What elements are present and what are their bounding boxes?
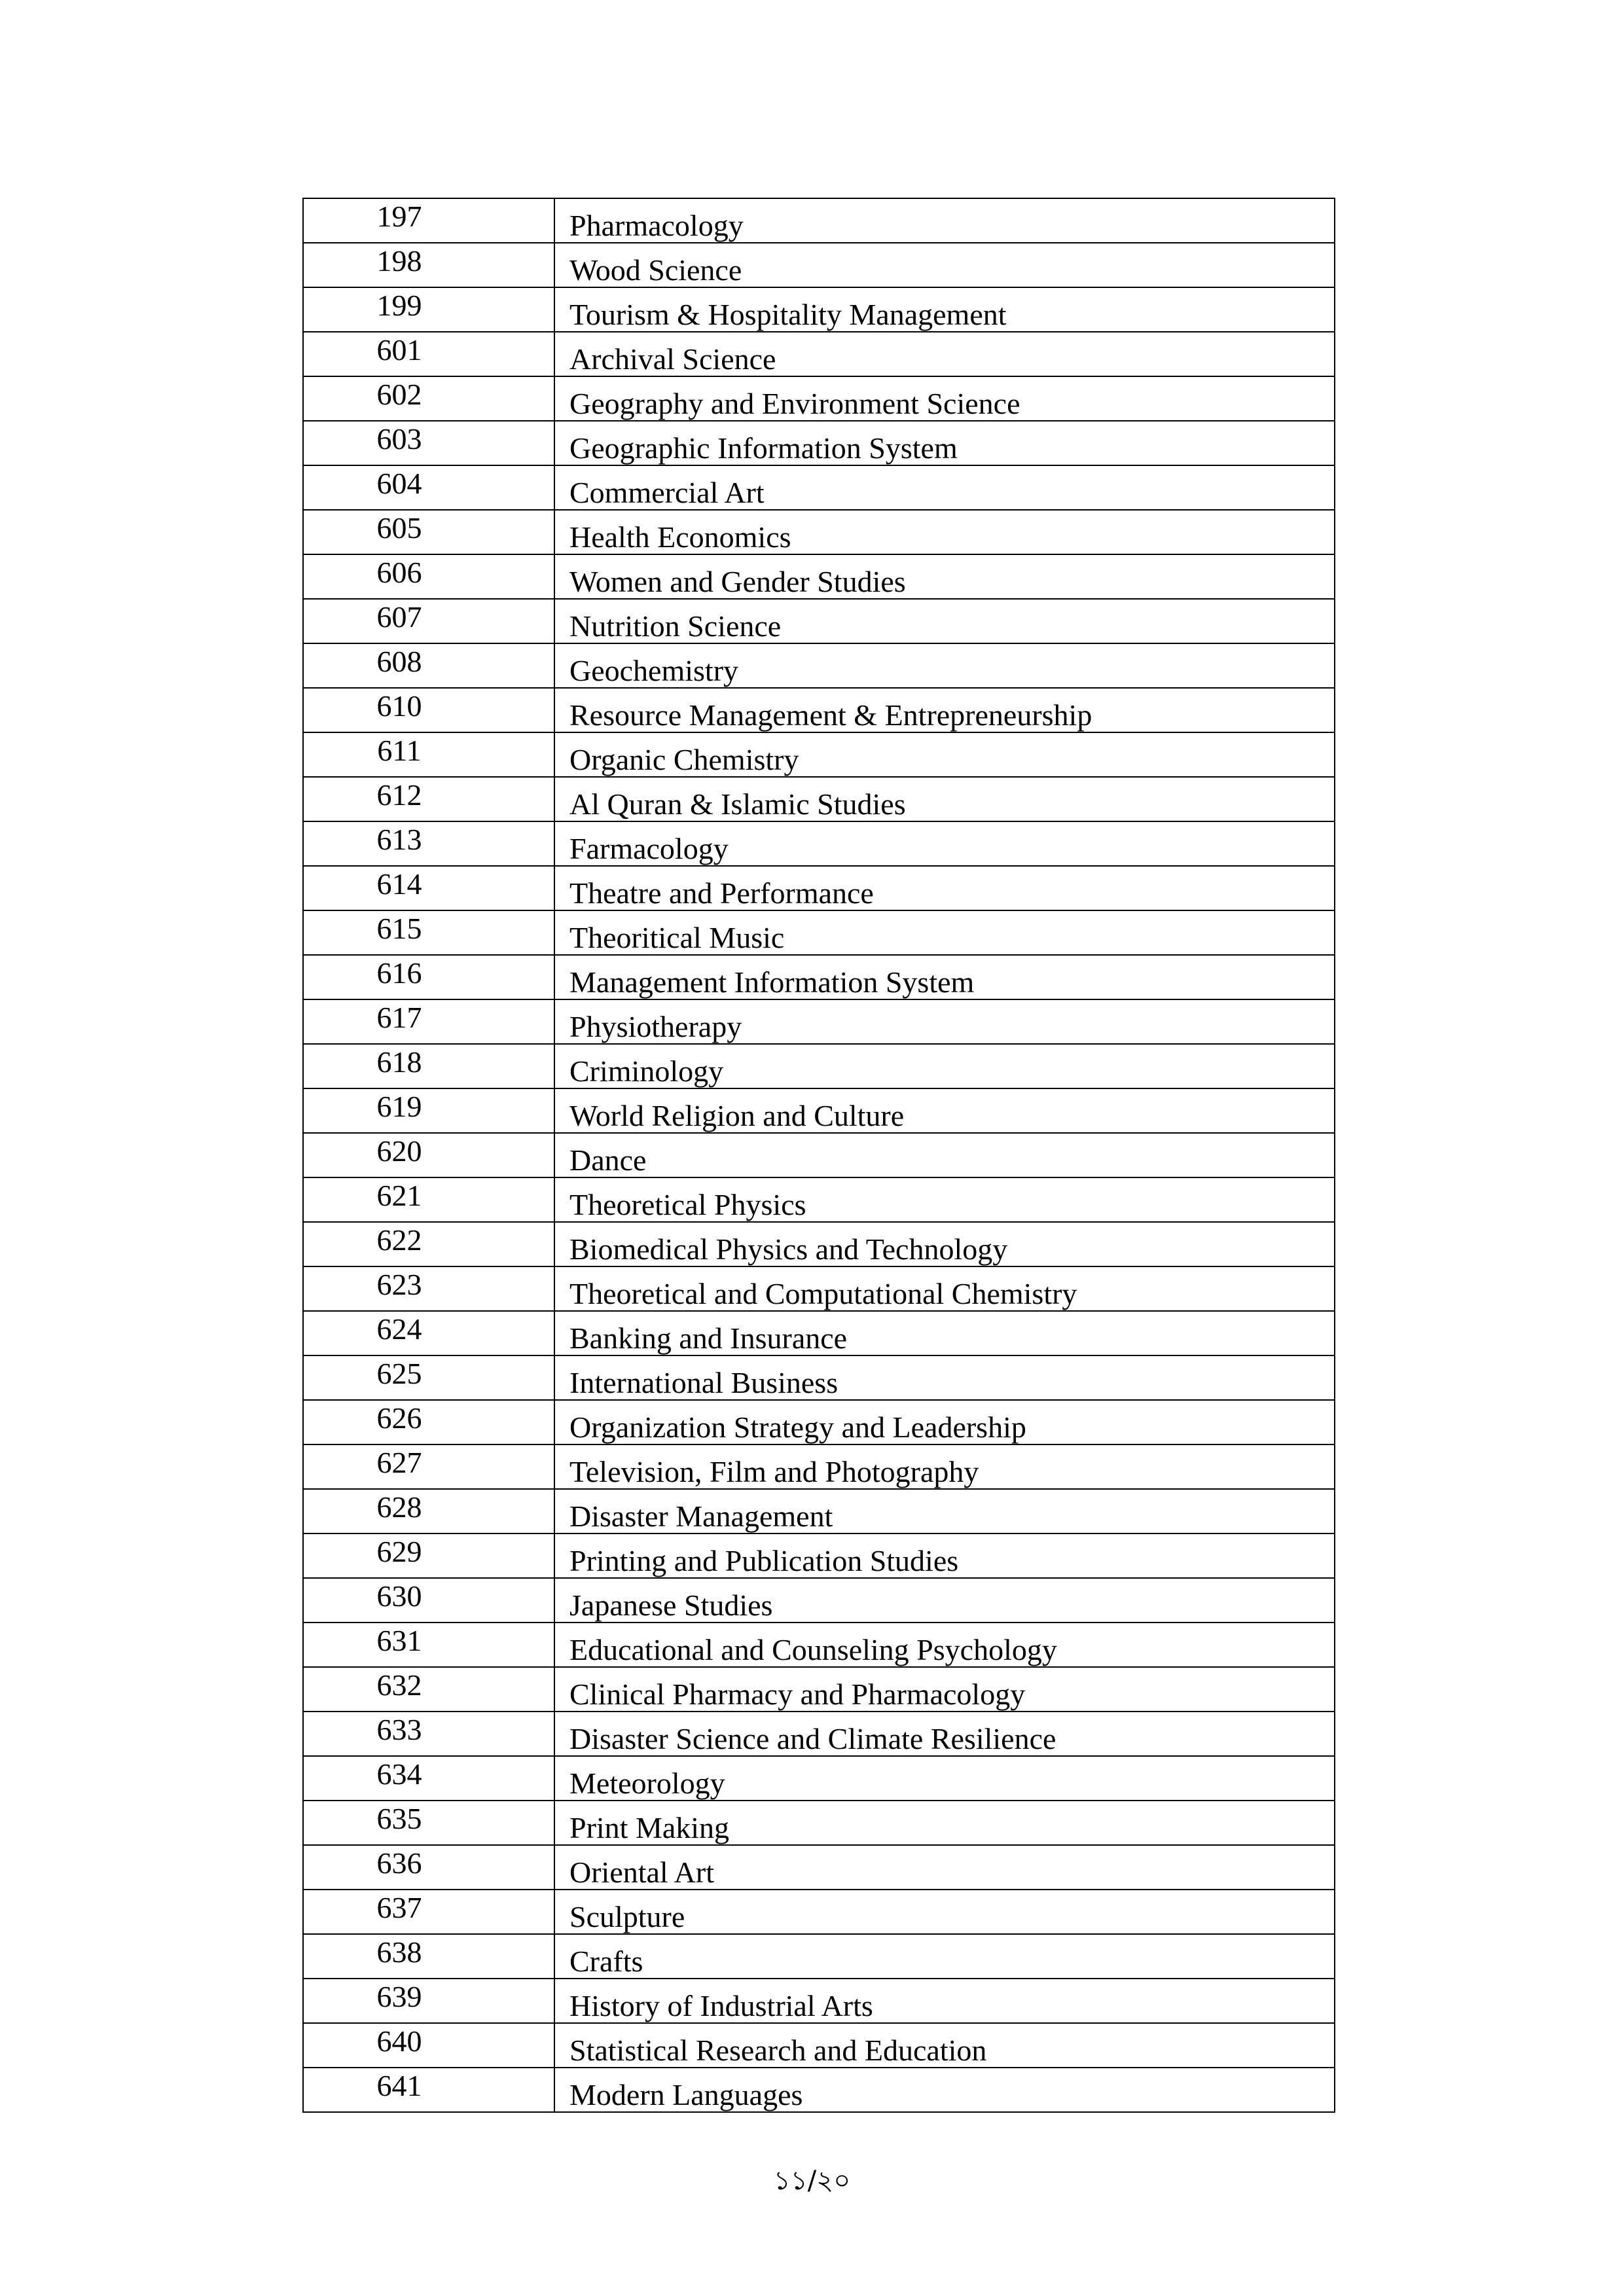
table-row xyxy=(303,1133,1335,1177)
subject-name-cell: Geographic Information System xyxy=(554,421,1335,465)
page-number: ১১/২০ xyxy=(773,2166,851,2196)
subject-name-cell: Nutrition Science xyxy=(554,599,1335,643)
subject-code-cell: 625 xyxy=(303,1355,554,1400)
subject-name-cell: Crafts xyxy=(554,1934,1335,1979)
subject-code-cell: 617 xyxy=(303,999,554,1044)
subject-name-cell: Educational and Counseling Psychology xyxy=(554,1623,1335,1667)
table-row xyxy=(303,243,1335,287)
subject-name-cell: Print Making xyxy=(554,1801,1335,1845)
table-row xyxy=(303,1400,1335,1444)
table-row xyxy=(303,1801,1335,1845)
subject-code-cell: 640 xyxy=(303,2023,554,2068)
subject-code-cell: 629 xyxy=(303,1534,554,1578)
subject-name-cell: World Religion and Culture xyxy=(554,1088,1335,1133)
subject-code-cell: 620 xyxy=(303,1133,554,1177)
table-row xyxy=(303,1934,1335,1979)
subject-code-cell: 197 xyxy=(303,198,554,243)
table-row xyxy=(303,1756,1335,1801)
table-row xyxy=(303,1177,1335,1222)
subject-name-cell: Geochemistry xyxy=(554,643,1335,688)
subject-name-cell: Archival Science xyxy=(554,332,1335,376)
subject-name-cell: Farmacology xyxy=(554,821,1335,866)
subject-name-cell: Pharmacology xyxy=(554,198,1335,243)
subject-code-cell: 198 xyxy=(303,243,554,287)
table-row xyxy=(303,421,1335,465)
subject-name-cell: Health Economics xyxy=(554,510,1335,554)
table-row xyxy=(303,1578,1335,1623)
subject-code-cell: 601 xyxy=(303,332,554,376)
table-row xyxy=(303,1623,1335,1667)
subject-code-cell: 627 xyxy=(303,1444,554,1489)
table-row xyxy=(303,2023,1335,2068)
subject-name-cell: Disaster Science and Climate Resilience xyxy=(554,1712,1335,1756)
subject-name-cell: Printing and Publication Studies xyxy=(554,1534,1335,1578)
table-row xyxy=(303,1534,1335,1578)
subject-code-cell: 632 xyxy=(303,1667,554,1712)
subject-code-cell: 607 xyxy=(303,599,554,643)
subject-code-cell: 621 xyxy=(303,1177,554,1222)
subject-code-cell: 626 xyxy=(303,1400,554,1444)
subject-code-cell: 604 xyxy=(303,465,554,510)
table-row xyxy=(303,287,1335,332)
subject-name-cell: Wood Science xyxy=(554,243,1335,287)
table-row xyxy=(303,643,1335,688)
table-row xyxy=(303,465,1335,510)
table-row xyxy=(303,688,1335,732)
subject-code-cell: 636 xyxy=(303,1845,554,1890)
subject-code-table xyxy=(302,198,1335,2113)
subject-code-cell: 606 xyxy=(303,554,554,599)
subject-name-cell: International Business xyxy=(554,1355,1335,1400)
table-row xyxy=(303,1088,1335,1133)
subject-code-cell: 622 xyxy=(303,1222,554,1266)
subject-code-cell: 612 xyxy=(303,777,554,821)
table-row xyxy=(303,910,1335,955)
subject-name-cell: Resource Management & Entrepreneurship xyxy=(554,688,1335,732)
table-row xyxy=(303,332,1335,376)
subject-name-cell: Al Quran & Islamic Studies xyxy=(554,777,1335,821)
subject-code-cell: 635 xyxy=(303,1801,554,1845)
table-row xyxy=(303,732,1335,777)
subject-code-cell: 616 xyxy=(303,955,554,999)
subject-name-cell: Statistical Research and Education xyxy=(554,2023,1335,2068)
subject-name-cell: Dance xyxy=(554,1133,1335,1177)
table-row xyxy=(303,1311,1335,1355)
subject-code-cell: 605 xyxy=(303,510,554,554)
subject-code-cell: 613 xyxy=(303,821,554,866)
table-row xyxy=(303,554,1335,599)
subject-name-cell: Geography and Environment Science xyxy=(554,376,1335,421)
subject-code-cell: 637 xyxy=(303,1890,554,1934)
subject-name-cell: Organization Strategy and Leadership xyxy=(554,1400,1335,1444)
subject-code-cell: 631 xyxy=(303,1623,554,1667)
subject-code-cell: 619 xyxy=(303,1088,554,1133)
subject-code-cell: 610 xyxy=(303,688,554,732)
table-row xyxy=(303,1979,1335,2023)
subject-name-cell: Television, Film and Photography xyxy=(554,1444,1335,1489)
subject-name-cell: Women and Gender Studies xyxy=(554,554,1335,599)
table-row xyxy=(303,866,1335,910)
table-row xyxy=(303,599,1335,643)
subject-name-cell: Theoretical and Computational Chemistry xyxy=(554,1266,1335,1311)
table-row xyxy=(303,1667,1335,1712)
subject-code-cell: 634 xyxy=(303,1756,554,1801)
subject-name-cell: Biomedical Physics and Technology xyxy=(554,1222,1335,1266)
subject-name-cell: Clinical Pharmacy and Pharmacology xyxy=(554,1667,1335,1712)
table-row xyxy=(303,1489,1335,1534)
subject-code-cell: 608 xyxy=(303,643,554,688)
subject-code-cell: 623 xyxy=(303,1266,554,1311)
table-row xyxy=(303,821,1335,866)
subject-code-cell: 602 xyxy=(303,376,554,421)
subject-name-cell: Oriental Art xyxy=(554,1845,1335,1890)
subject-name-cell: Japanese Studies xyxy=(554,1578,1335,1623)
subject-name-cell: Theoretical Physics xyxy=(554,1177,1335,1222)
subject-name-cell: Sculpture xyxy=(554,1890,1335,1934)
subject-code-cell: 614 xyxy=(303,866,554,910)
subject-name-cell: Management Information System xyxy=(554,955,1335,999)
table-row xyxy=(303,198,1335,243)
subject-code-cell: 618 xyxy=(303,1044,554,1088)
table-row xyxy=(303,955,1335,999)
table-row xyxy=(303,777,1335,821)
subject-name-cell: Criminology xyxy=(554,1044,1335,1088)
subject-name-cell: History of Industrial Arts xyxy=(554,1979,1335,2023)
table-row xyxy=(303,510,1335,554)
subject-code-cell: 615 xyxy=(303,910,554,955)
subject-code-cell: 639 xyxy=(303,1979,554,2023)
subject-name-cell: Organic Chemistry xyxy=(554,732,1335,777)
table-row xyxy=(303,1712,1335,1756)
subject-code-cell: 641 xyxy=(303,2068,554,2112)
subject-code-cell: 199 xyxy=(303,287,554,332)
subject-code-cell: 638 xyxy=(303,1934,554,1979)
subject-code-table-body xyxy=(303,198,1335,2112)
table-row xyxy=(303,1222,1335,1266)
table-row xyxy=(303,1444,1335,1489)
subject-name-cell: Disaster Management xyxy=(554,1489,1335,1534)
subject-code-cell: 611 xyxy=(303,732,554,777)
table-row xyxy=(303,1266,1335,1311)
subject-name-cell: Modern Languages xyxy=(554,2068,1335,2112)
table-row xyxy=(303,376,1335,421)
table-row xyxy=(303,2068,1335,2112)
subject-name-cell: Banking and Insurance xyxy=(554,1311,1335,1355)
subject-name-cell: Theoritical Music xyxy=(554,910,1335,955)
subject-code-cell: 628 xyxy=(303,1489,554,1534)
subject-name-cell: Meteorology xyxy=(554,1756,1335,1801)
table-row xyxy=(303,1355,1335,1400)
table-row xyxy=(303,1890,1335,1934)
subject-code-cell: 603 xyxy=(303,421,554,465)
subject-code-cell: 633 xyxy=(303,1712,554,1756)
table-row xyxy=(303,1845,1335,1890)
table-row xyxy=(303,999,1335,1044)
subject-code-cell: 630 xyxy=(303,1578,554,1623)
subject-name-cell: Tourism & Hospitality Management xyxy=(554,287,1335,332)
subject-name-cell: Commercial Art xyxy=(554,465,1335,510)
subject-name-cell: Theatre and Performance xyxy=(554,866,1335,910)
table-row xyxy=(303,1044,1335,1088)
subject-name-cell: Physiotherapy xyxy=(554,999,1335,1044)
subject-code-cell: 624 xyxy=(303,1311,554,1355)
